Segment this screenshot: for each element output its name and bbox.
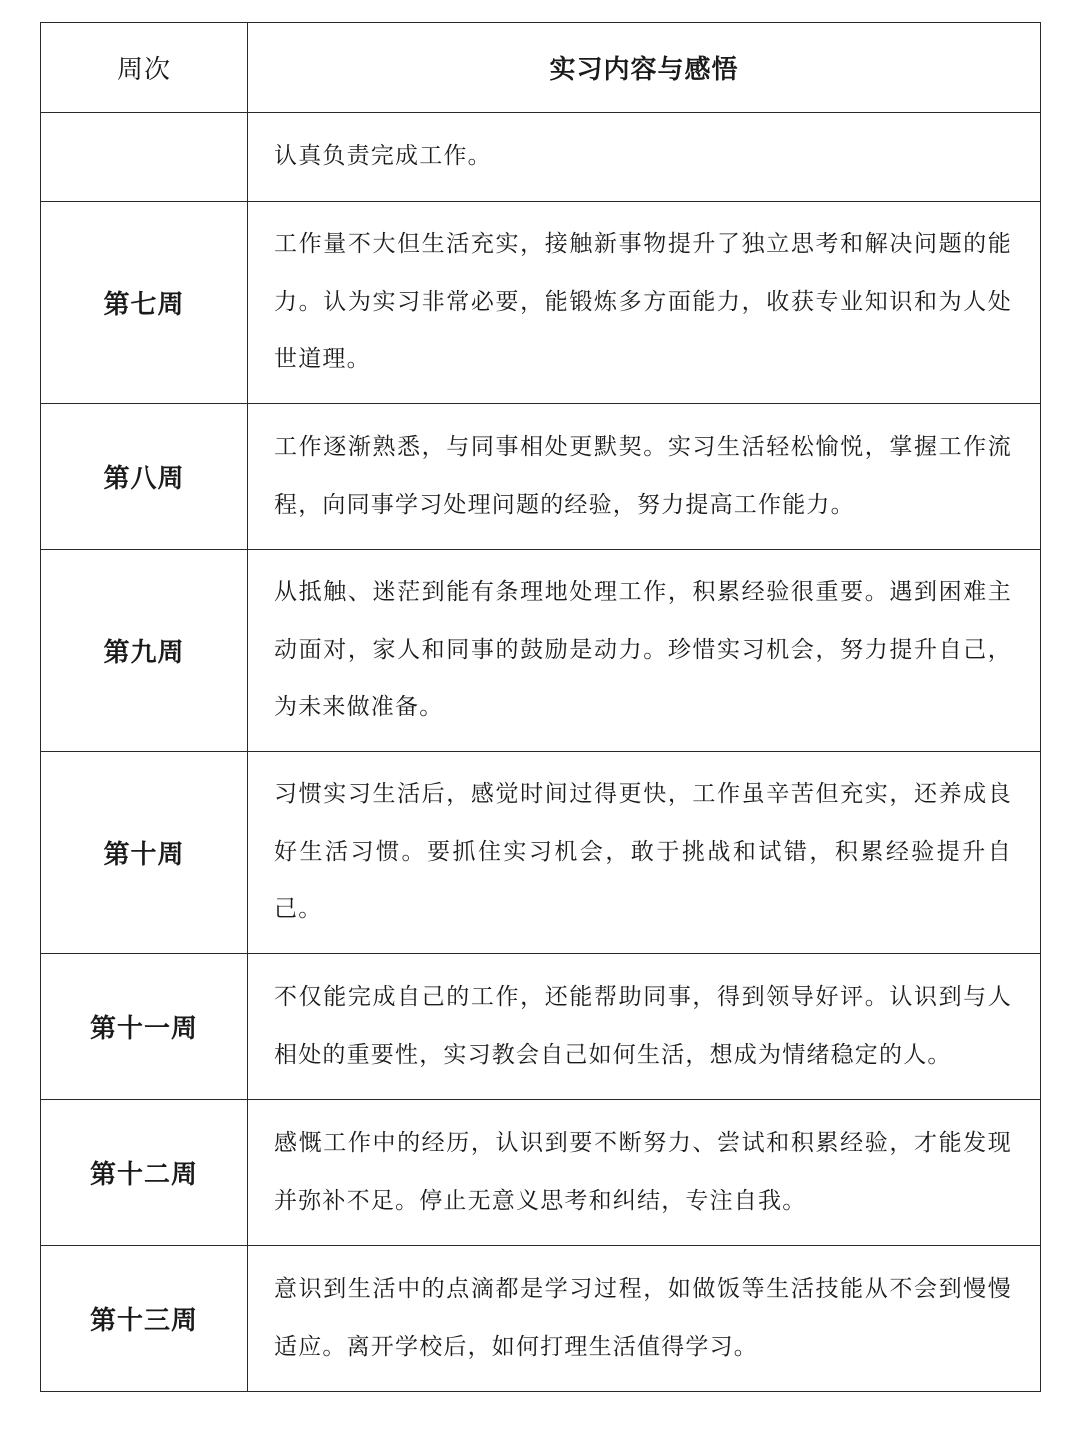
table-row — [41, 550, 1041, 752]
table-row — [41, 954, 1041, 1100]
content-cell: 认真负责完成工作。 — [248, 113, 1041, 202]
table-row — [41, 202, 1041, 404]
week-cell: 第十一周 — [41, 954, 248, 1100]
content-column-header: 实习内容与感悟 — [248, 23, 1041, 113]
content-cell: 不仅能完成自己的工作，还能帮助同事，得到领导好评。认识到与人相处的重要性，实习教会自己如何生活，想成为情绪稳定的人。 — [248, 954, 1041, 1100]
table-row — [41, 1246, 1041, 1392]
week-cell: 第十二周 — [41, 1100, 248, 1246]
content-cell: 意识到生活中的点滴都是学习过程，如做饭等生活技能从不会到慢慢适应。离开学校后，如何打理生活值得学习。 — [248, 1246, 1041, 1392]
week-cell: 第十周 — [41, 752, 248, 954]
table-row — [41, 113, 1041, 202]
week-cell: 第九周 — [41, 550, 248, 752]
internship-journal-table — [40, 22, 1041, 1392]
content-cell: 习惯实习生活后，感觉时间过得更快，工作虽辛苦但充实，还养成良好生活习惯。要抓住实习机会，敢于挑战和试错，积累经验提升自己。 — [248, 752, 1041, 954]
week-cell — [41, 113, 248, 202]
week-cell: 第七周 — [41, 202, 248, 404]
table-row — [41, 1100, 1041, 1246]
content-cell: 从抵触、迷茫到能有条理地处理工作，积累经验很重要。遇到困难主动面对，家人和同事的鼓励是动力。珍惜实习机会，努力提升自己，为未来做准备。 — [248, 550, 1041, 752]
table-header-row — [41, 23, 1041, 113]
table-row — [41, 404, 1041, 550]
content-cell: 感慨工作中的经历，认识到要不断努力、尝试和积累经验，才能发现并弥补不足。停止无意义思考和纠结，专注自我。 — [248, 1100, 1041, 1246]
week-column-header: 周次 — [41, 23, 248, 113]
week-cell: 第十三周 — [41, 1246, 248, 1392]
content-cell: 工作逐渐熟悉，与同事相处更默契。实习生活轻松愉悦，掌握工作流程，向同事学习处理问题的经验，努力提高工作能力。 — [248, 404, 1041, 550]
content-cell: 工作量不大但生活充实，接触新事物提升了独立思考和解决问题的能力。认为实习非常必要，能锻炼多方面能力，收获专业知识和为人处世道理。 — [248, 202, 1041, 404]
table-row — [41, 752, 1041, 954]
week-cell: 第八周 — [41, 404, 248, 550]
